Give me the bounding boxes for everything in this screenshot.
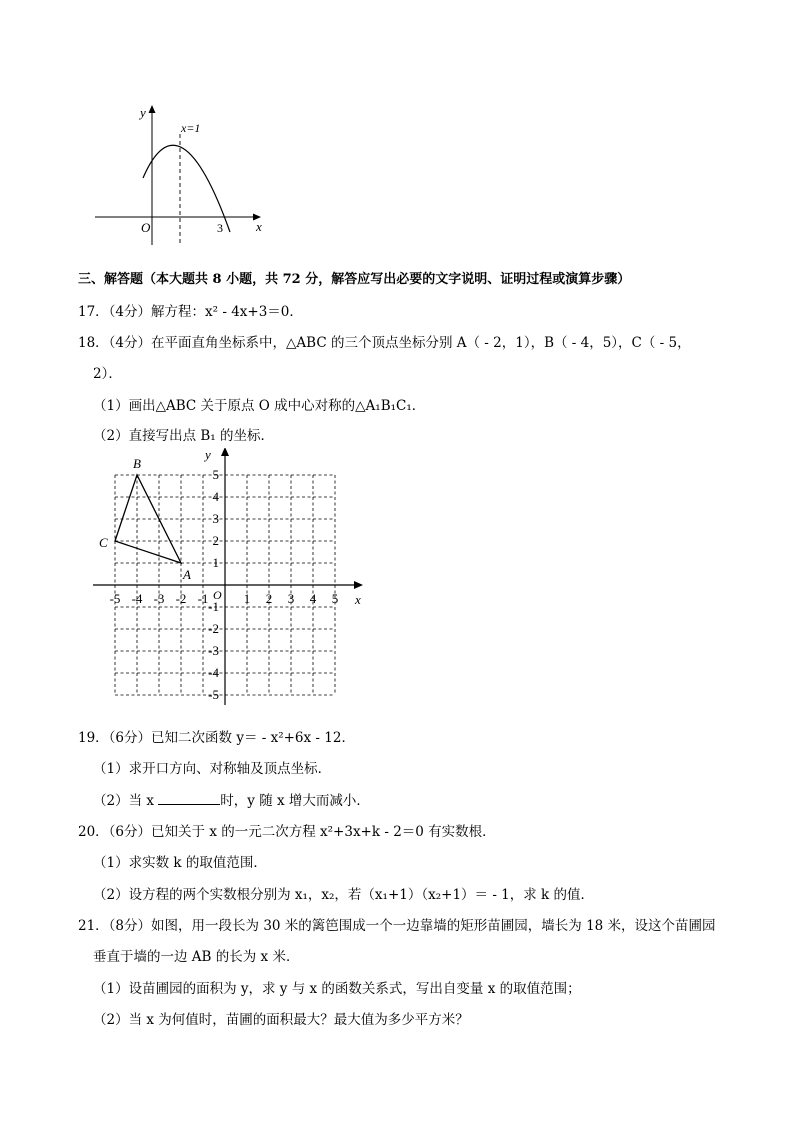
grid-y-tick-label: -1 bbox=[208, 599, 219, 614]
question-19 bbox=[78, 726, 355, 746]
q20-text: 已知关于 x 的一元二次方程 x²+3x+k - 2＝0 有实数根． bbox=[151, 824, 496, 840]
grid-y-axis-label: y bbox=[205, 448, 211, 462]
grid-y-tick-label: -5 bbox=[208, 687, 219, 702]
grid-x-tick-label: -5 bbox=[109, 591, 121, 606]
grid-x-tick-label: -1 bbox=[197, 591, 209, 606]
symmetry-axis-label: x=1 bbox=[181, 121, 201, 135]
q19-sub2-post: 时，y 随 x 增大而减小． bbox=[220, 793, 370, 809]
q20-number: 20．（6分） bbox=[78, 824, 152, 840]
q18-sub1: （1）画出△ABC 关于原点 O 成中心对称的△A₁B₁C₁． bbox=[93, 398, 426, 414]
q19-number: 19．（6分） bbox=[78, 730, 152, 746]
q18-number: 18．（4分） bbox=[78, 335, 152, 351]
answer-blank[interactable] bbox=[158, 792, 220, 805]
grid-y-tick-label: 5 bbox=[212, 467, 219, 482]
grid-x-tick-label: 4 bbox=[309, 591, 317, 606]
grid-x-tick-label: 5 bbox=[331, 591, 339, 606]
q19-text: 已知二次函数 y＝ - x²+6x - 12． bbox=[151, 730, 355, 746]
q20-sub2: （2）设方程的两个实数根分别为 x₁，x₂，若（x₁+1）（x₂+1）＝ - 1，求 k 的值． bbox=[93, 887, 595, 903]
grid-x-tick-label: -2 bbox=[175, 591, 187, 606]
q21-sub1: （1）设苗圃园的面积为 y，求 y 与 x 的函数关系式，写出自变量 x 的取值范围； bbox=[93, 981, 581, 997]
grid-figure bbox=[92, 448, 372, 706]
section-title: 三、解答题（本大题共 8 小题，共 72 分，解答应写出必要的文字说明、证明过程或演算步骤） bbox=[78, 272, 631, 287]
question-18 bbox=[78, 331, 691, 351]
grid-x-axis-arrow bbox=[354, 581, 363, 589]
parabola-figure bbox=[85, 100, 275, 250]
q18-sub2: （2）直接写出点 B₁ 的坐标． bbox=[93, 428, 275, 444]
vertex-label-b: B bbox=[133, 456, 141, 471]
parabola-curve bbox=[143, 145, 230, 232]
q19-sub2-pre: （2）当 x bbox=[93, 793, 159, 809]
q18-line2: 2）． bbox=[93, 366, 122, 382]
grid-x-tick-label: 1 bbox=[243, 591, 251, 606]
grid-y-tick-label: -4 bbox=[208, 665, 219, 680]
grid-x-tick-label: 2 bbox=[265, 591, 273, 606]
grid-x-axis-label: x bbox=[355, 592, 361, 607]
vertex-label-c: C bbox=[99, 535, 108, 550]
q17-text: 解方程：x² - 4x+3＝0． bbox=[151, 304, 303, 320]
grid-x-tick-label: 3 bbox=[287, 591, 295, 606]
grid-y-tick-label: -2 bbox=[208, 621, 219, 636]
grid-y-tick-label: -3 bbox=[208, 643, 219, 658]
q19-sub1: （1）求开口方向、对称轴及顶点坐标． bbox=[93, 761, 332, 777]
grid-y-tick-label: 1 bbox=[212, 555, 219, 570]
x-axis-label: x bbox=[256, 219, 262, 234]
grid-y-tick-label: 2 bbox=[212, 533, 219, 548]
root-label: 3 bbox=[217, 221, 223, 235]
question-20 bbox=[78, 820, 496, 840]
q17-number: 17．（4分） bbox=[78, 304, 152, 320]
grid-y-tick-label: 3 bbox=[212, 511, 219, 526]
grid-y-axis-arrow bbox=[221, 448, 229, 456]
grid-y-tick-label: 4 bbox=[212, 489, 219, 504]
q21-number: 21．（8分） bbox=[78, 918, 152, 934]
vertex-label-a: A bbox=[183, 567, 191, 582]
question-17 bbox=[78, 300, 303, 320]
q20-sub1: （1）求实数 k 的取值范围． bbox=[93, 855, 267, 871]
question-21 bbox=[78, 914, 716, 934]
q21-line2: 垂直于墙的一边 AB 的长为 x 米． bbox=[93, 949, 300, 965]
y-axis-label: y bbox=[140, 105, 146, 120]
origin-label: O bbox=[141, 220, 151, 235]
y-axis-arrow bbox=[149, 105, 156, 113]
grid-x-tick-label: -3 bbox=[153, 591, 165, 606]
q19-sub2 bbox=[93, 789, 370, 809]
q18-line1: 在平面直角坐标系中，△ABC 的三个顶点坐标分别 A（ - 2，1），B（ - 4，5），C（ - 5， bbox=[151, 335, 691, 351]
q21-sub2: （2）当 x 为何值时，苗圃的面积最大？最大值为多少平方米？ bbox=[93, 1012, 469, 1028]
q21-line1: 如图，用一段长为 30 米的篱笆围成一个一边靠墙的矩形苗圃园，墙长为 18 米，设这个苗圃园 bbox=[151, 918, 716, 934]
grid-origin-label: O bbox=[213, 588, 222, 602]
grid-x-tick-label: -4 bbox=[131, 591, 143, 606]
